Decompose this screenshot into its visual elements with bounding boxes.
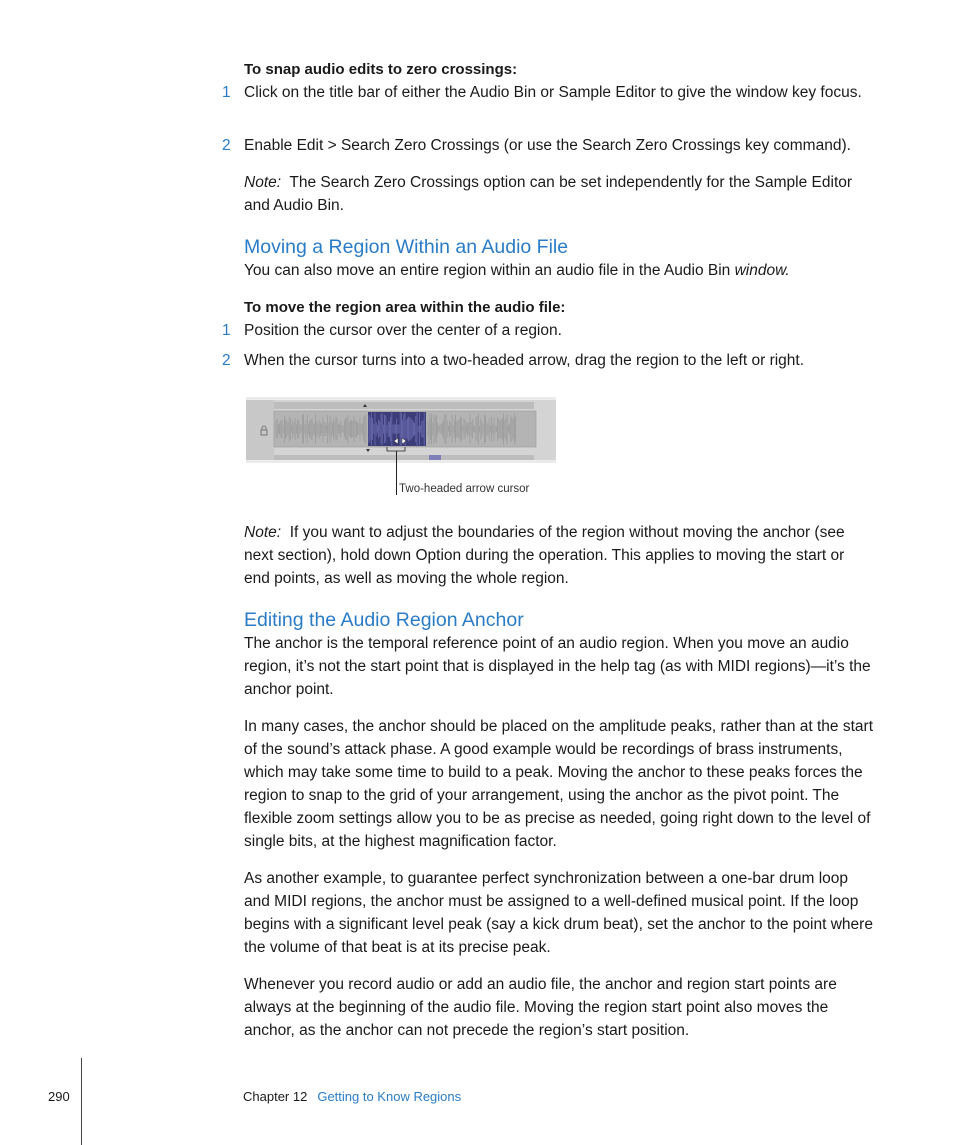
note-text: If you want to adjust the boundaries of the region without moving the anchor (see next section), hold down Option during the operation. This applies to moving the start or end points, as well as moving the whole region. (244, 524, 845, 587)
figure-caption: Two-headed arrow cursor (399, 483, 530, 495)
step-number: 1 (222, 84, 231, 101)
audio-region-figure (246, 397, 556, 463)
body-paragraph: As another example, to guarantee perfect synchronization between a one-bar drum loop and MIDI regions, the anchor must be assigned to a well-defined musical point. If the loop begins with a significant level peak (say a kick drum beat), set the anchor to the point where the volume of that beat is at its precise peak. (244, 870, 873, 956)
note-paragraph (244, 521, 874, 590)
footer-chapter (243, 1088, 461, 1106)
step-text: When the cursor turns into a two-headed arrow, drag the region to the left or right. (244, 352, 805, 369)
task-heading-move-region: To move the region area within the audio file: (244, 299, 566, 316)
step-number: 2 (222, 352, 231, 369)
step-number: 1 (222, 322, 231, 339)
callout-line (396, 451, 397, 495)
step-text: Position the cursor over the center of a region. (244, 322, 562, 339)
chapter-title: Getting to Know Regions (317, 1089, 462, 1104)
body-paragraph: The anchor is the temporal reference point of an audio region. When you move an audio region, it’s not the start point that is displayed in the help tag (as with MIDI regions)—it’s the anchor point. (244, 635, 871, 698)
footer-divider (81, 1058, 82, 1145)
note-text: The Search Zero Crossings option can be set independently for the Sample Editor and Audio Bin. (244, 174, 853, 214)
intro-italic: window. (734, 262, 790, 279)
step-text: Click on the title bar of either the Audio Bin or Sample Editor to give the window key focus. (244, 84, 862, 101)
step-text: Enable Edit > Search Zero Crossings (or use the Search Zero Crossings key command). (244, 137, 851, 154)
note-label: Note: (244, 524, 282, 541)
body-paragraph: Whenever you record audio or add an audio file, the anchor and region start points are always at the beginning of the audio file. Moving the region start point also moves the anchor, as the anchor can not precede the region’s start position. (244, 976, 837, 1039)
task-heading-zero-crossings: To snap audio edits to zero crossings: (244, 61, 518, 78)
note-label: Note: (244, 174, 282, 191)
section-title-moving-region: Moving a Region Within an Audio File (244, 236, 569, 258)
note-paragraph (244, 171, 874, 217)
intro-text: You can also move an entire region within an audio file in the Audio Bin (244, 262, 735, 279)
section-title-region-anchor: Editing the Audio Region Anchor (244, 609, 524, 631)
section-intro (244, 259, 874, 282)
step-number: 2 (222, 137, 231, 154)
body-paragraph: In many cases, the anchor should be placed on the amplitude peaks, rather than at the start of the sound’s attack phase. A good example would be recordings of brass instruments, which may take some time to build to a peak. Moving the anchor to these peaks forces the region to snap to the grid of your arrangement, using the anchor as the pivot point. The flexible zoom settings allow you to be as precise as needed, going right down to the level of single bits, at the highest magnification factor. (244, 718, 873, 850)
chapter-label: Chapter 12 (243, 1089, 308, 1104)
page-number: 290 (48, 1089, 70, 1104)
